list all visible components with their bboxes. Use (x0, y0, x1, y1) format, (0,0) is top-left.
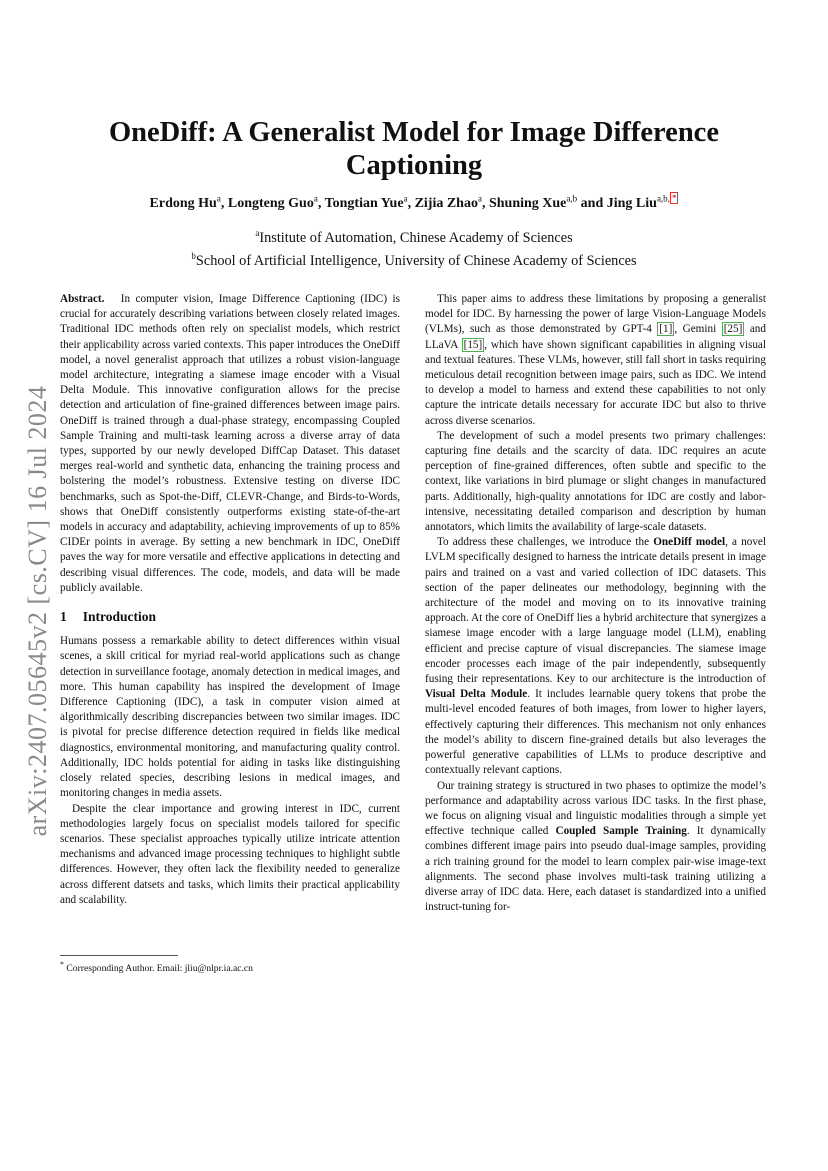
arxiv-stamp (20, 372, 56, 850)
affiliation: $^a$Institute of Automation, Chinese Academy of Sciences (255, 228, 573, 246)
affiliation: $^b$School of Artificial Intelligence, University of Chinese Academy of Sciences (191, 250, 637, 269)
paper-title: OneDiff: A Generalist Model for Image Difference Captioning (109, 117, 719, 181)
right-paragraph-1: This paper aims to address these limitations by proposing a generalist model for IDC. By harnessing the power of large Vision-Language Models (VLMs), such as those demonstrated by GPT-4 [1] , Gemini [25] and LLaVA [15] , which have shown significant capabilities in aligning visual and textual features. These VLMs, however, still fall short in tasks requiring meticulous detail recognition between image pairs, such as IDC. We intend to develop a model to harness and extend these capabilities to not only capture the intricate details necessary for accurate IDC but also to thrive across diverse scenarios. (425, 293, 766, 427)
arxiv-stamp-text: arXiv:2407.05645v2 [cs.CV] 16 Jul 2024 (23, 385, 52, 837)
intro-paragraph-1: Humans possess a remarkable ability to detect differences within visual scenes, a skill critical for myriad real-world applications such as change detection in surveillance footage, anomaly detection in medical images, and more. This human capability has inspired the development of Image Difference Captioning (IDC), a task in computer vision aimed at algorithmically describing discrepancies between two similar images. IDC is pivotal for precise difference detection required in fields like medical diagnostics, environmental monitoring, and manufacturing quality control. Additionally, IDC holds potential for aiding in tasks like distinguishing closely related species, describing lesions in medical images, and monitoring changes in media assets. (60, 635, 400, 800)
section-number: 1 (60, 609, 67, 625)
footnote-text: Corresponding Author. Email: jliu@nlpr.ia.ac.cn (66, 963, 253, 975)
author: Longteng Guo$^a$, (227, 193, 325, 211)
right-paragraph-4: Our training strategy is structured in two phases to optimize the model’s performance and adaptability across various IDC tasks. In the first phase, we focus on aligning visual and linguistic modalities through a simple yet effective technique called Coupled Sample Training. It dynamically combines different image pairs into pseudo dual-image samples, providing a rich training ground for the model to learn complex pair-wise image-text alignments. The second phase involves multi-task training utilizing a diverse array of IDC data. Here, each dataset is standardized into a unified instruct-tuning for- (425, 779, 766, 914)
intro-paragraph-2: Despite the clear importance and growing interest in IDC, current methodologies largely focus on specialist models tailored for specific scenarios. These specialist approaches typically utilize intricate attention mechanisms and advanced image processing techniques to highlight subtle differences. However, they often lack the flexibility needed to generalize across different datsets and tasks, which limits their practical applicability and scalability. (60, 802, 400, 906)
footnote-divider (60, 955, 178, 956)
author: Tongtian Yue$^a$, (324, 193, 415, 211)
abstract (60, 292, 400, 596)
abstract-text: In computer vision, Image Difference Captioning (IDC) is crucial for accurately describing variations between closely related images. Traditional IDC methods often rely on specialist models, which restrict their applicability across varied contexts. This paper introduces the OneDiff model, a novel generalist approach that utilizes a robust vision-language model architecture, integrating a siamese image encoder with a Visual Delta Module. This innovative configuration allows for the precise detection and articulation of fine-grained differences between image pairs. OneDiff is trained through a dual-phase strategy, encompassing Coupled Sample Training and multi-task learning across a diverse array of data types, supported by our newly developed DiffCap Dataset. This dataset merges real-world and synthetic data, enhancing the training process and bolstering the model’s robustness. Extensive testing on diverse IDC benchmarks, such as Spot-the-Diff, CLEVR-Change, and Birds-to-Words, shows that OneDiff consistently outperforms existing state-of-the-art models in accuracy and adaptability, achieving improvements of up to 85% CIDEr points in average. By setting a new benchmark in IDC, OneDiff paves the way for more versatile and effective applications in detecting and describing visual differences. The code, models, and data will be made publicly available. (60, 293, 400, 594)
right-paragraph-2: The development of such a model presents two primary challenges: capturing fine details and the scarcity of data. IDC requires an acute perception of fine-grained differences, often subtle and specific to the context, like variations in bird plumage or slight changes in manufactured parts. Additionally, high-quality annotations for IDC are costly and labor-intensive, necessitating detailed comparison and description by human annotators, which limits the availability of large-scale datasets. (425, 429, 766, 534)
author: Jing Liu$^{a,b,}$ * (606, 193, 677, 211)
citation-link[interactable]: [25] (723, 323, 743, 336)
author: Erdong Hu$^a$, (149, 193, 228, 211)
abstract-label: Abstract. (60, 293, 105, 305)
citation-link[interactable]: [1] (659, 323, 673, 336)
section-title: Introduction (82, 609, 157, 625)
section-heading (60, 609, 400, 624)
left-column (60, 292, 400, 908)
citation-link[interactable]: [15] (463, 338, 483, 351)
right-paragraph-3: To address these challenges, we introduce the OneDiff model, a novel LVLM specifically designed to harness the intricate details present in image pairs and trained on a vast and varied collection of IDC datasets. This section of the paper delineates our methodology, beginning with the architecture of the model and moving on to its innovative training approach. At the core of OneDiff lies a hybrid architecture that synergizes a siamese image encoder with a large language model (LLM), enabling efficient and precise capture of visual discrepancies. The siamese image encoder processes each image of the pair independently, subsequently fusing their representations. Key to our architecture is the introduction of Visual Delta Module. It includes learnable query tokens that probe the multi-level encoded features of both images, from lower to higher layers, effectively capturing their differences. This mechanism not only enhances the model’s ability to discern fine-grained details but also leverages the powerful generative capabilities of LLMs to produce descriptive and contextually relevant captions. (425, 536, 766, 777)
author-list (60, 193, 768, 212)
author: Zijia Zhao$^a$, (414, 193, 489, 211)
corresponding-author-link[interactable]: * (671, 193, 677, 203)
affiliations (60, 224, 768, 270)
footnote: * Corresponding Author. Email: jliu@nlpr.ia.ac.cn (60, 960, 253, 975)
right-column (425, 292, 766, 915)
author: Shuning Xue$^{a,b}$ and (488, 193, 607, 211)
